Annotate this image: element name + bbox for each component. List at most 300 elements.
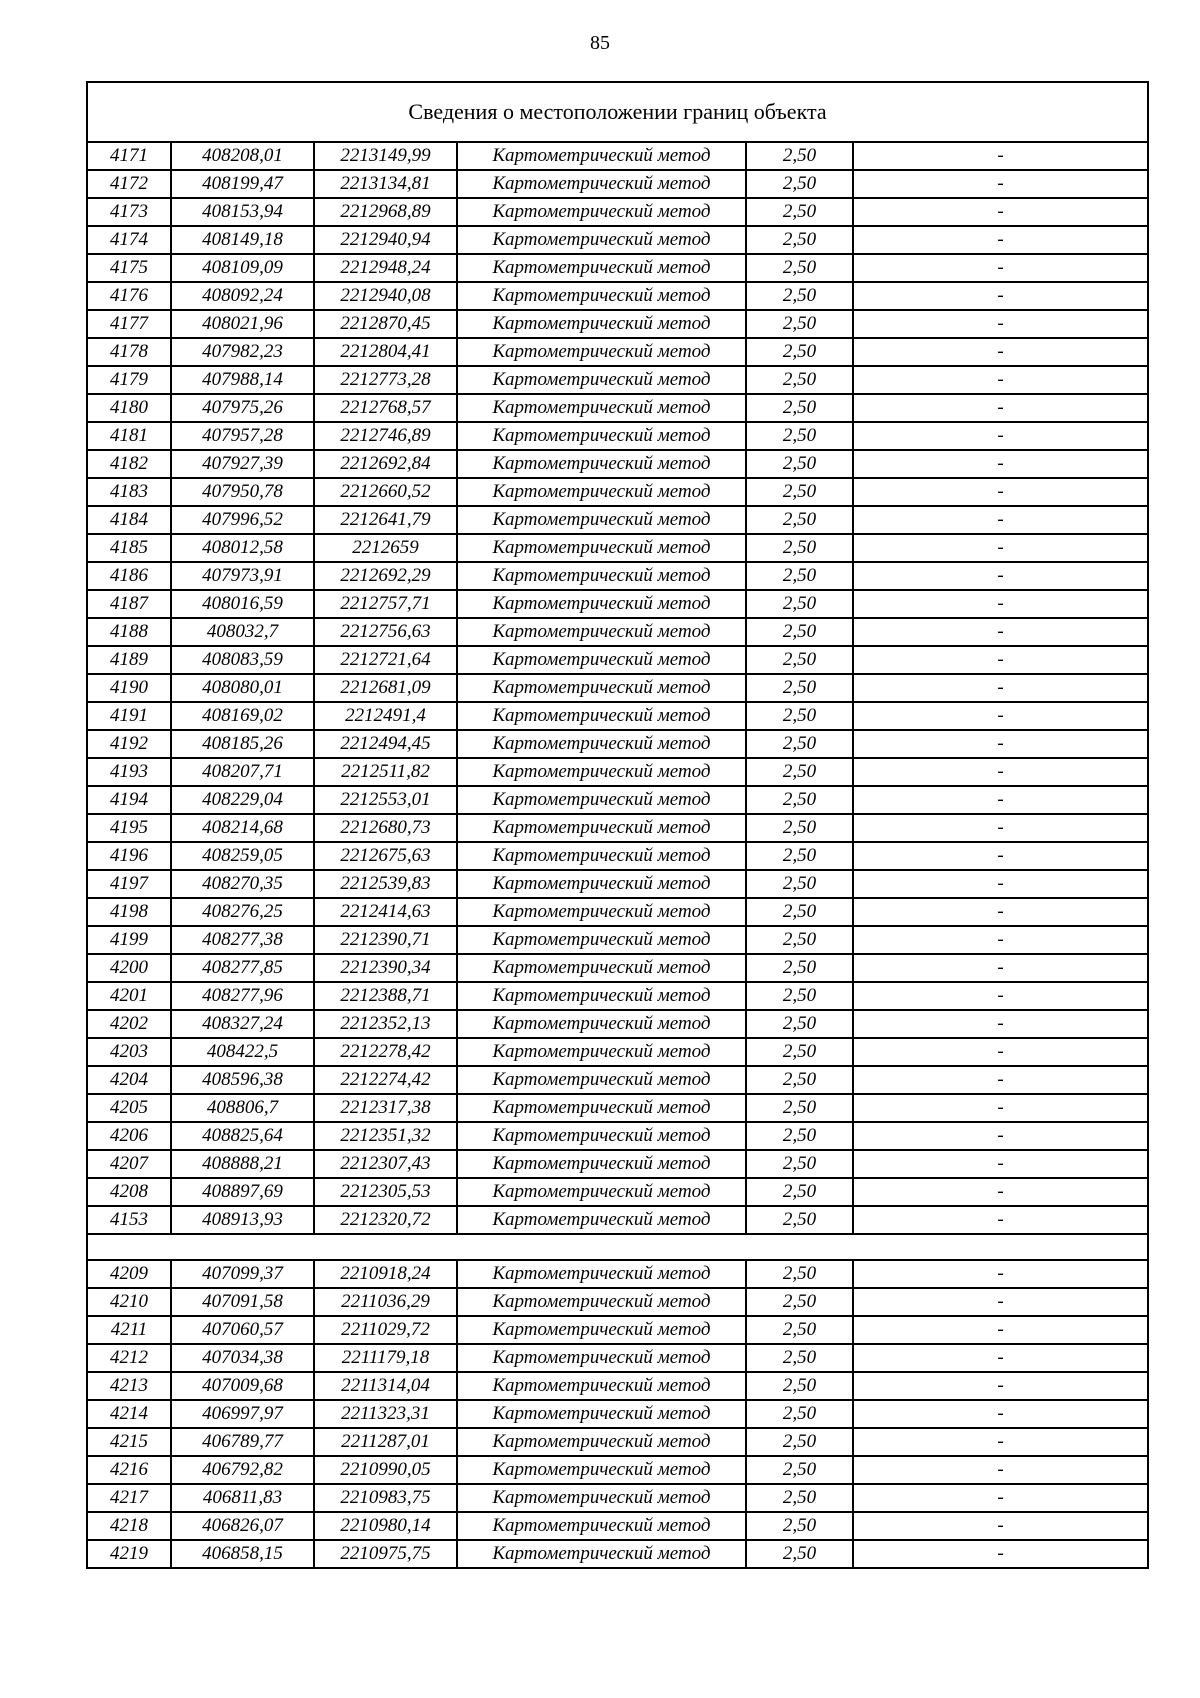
point-number-cell: 4176 bbox=[87, 282, 171, 310]
method-cell: Картометрический метод bbox=[457, 1428, 746, 1456]
point-number-cell: 4209 bbox=[87, 1260, 171, 1288]
table-row bbox=[87, 1400, 1148, 1428]
y-coordinate-cell: 2210975,75 bbox=[314, 1540, 457, 1568]
y-coordinate-cell: 2210980,14 bbox=[314, 1512, 457, 1540]
table-row bbox=[87, 1344, 1148, 1372]
table-row bbox=[87, 226, 1148, 254]
description-cell: - bbox=[853, 1540, 1148, 1568]
y-coordinate-cell: 2212940,08 bbox=[314, 282, 457, 310]
method-cell: Картометрический метод bbox=[457, 786, 746, 814]
accuracy-cell: 2,50 bbox=[746, 310, 853, 338]
point-number-cell: 4179 bbox=[87, 366, 171, 394]
x-coordinate-cell: 408277,38 bbox=[171, 926, 314, 954]
point-number-cell: 4177 bbox=[87, 310, 171, 338]
accuracy-cell: 2,50 bbox=[746, 1540, 853, 1568]
x-coordinate-cell: 408185,26 bbox=[171, 730, 314, 758]
y-coordinate-cell: 2212307,43 bbox=[314, 1150, 457, 1178]
description-cell: - bbox=[853, 1372, 1148, 1400]
table-row bbox=[87, 1038, 1148, 1066]
x-coordinate-cell: 407982,23 bbox=[171, 338, 314, 366]
table-row bbox=[87, 1428, 1148, 1456]
method-cell: Картометрический метод bbox=[457, 506, 746, 534]
description-cell: - bbox=[853, 506, 1148, 534]
description-cell: - bbox=[853, 982, 1148, 1010]
table-row bbox=[87, 394, 1148, 422]
table-row bbox=[87, 842, 1148, 870]
method-cell: Картометрический метод bbox=[457, 310, 746, 338]
table-row bbox=[87, 1540, 1148, 1568]
accuracy-cell: 2,50 bbox=[746, 1094, 853, 1122]
point-number-cell: 4190 bbox=[87, 674, 171, 702]
description-cell: - bbox=[853, 702, 1148, 730]
y-coordinate-cell: 2212757,71 bbox=[314, 590, 457, 618]
x-coordinate-cell: 408913,93 bbox=[171, 1206, 314, 1234]
accuracy-cell: 2,50 bbox=[746, 982, 853, 1010]
point-number-cell: 4205 bbox=[87, 1094, 171, 1122]
table-row bbox=[87, 1206, 1148, 1234]
description-cell: - bbox=[853, 1288, 1148, 1316]
accuracy-cell: 2,50 bbox=[746, 506, 853, 534]
description-cell: - bbox=[853, 1010, 1148, 1038]
method-cell: Картометрический метод bbox=[457, 1178, 746, 1206]
y-coordinate-cell: 2212870,45 bbox=[314, 310, 457, 338]
method-cell: Картометрический метод bbox=[457, 394, 746, 422]
point-number-cell: 4192 bbox=[87, 730, 171, 758]
method-cell: Картометрический метод bbox=[457, 898, 746, 926]
x-coordinate-cell: 408169,02 bbox=[171, 702, 314, 730]
description-cell: - bbox=[853, 1206, 1148, 1234]
table-row bbox=[87, 870, 1148, 898]
accuracy-cell: 2,50 bbox=[746, 590, 853, 618]
description-cell: - bbox=[853, 1400, 1148, 1428]
point-number-cell: 4189 bbox=[87, 646, 171, 674]
x-coordinate-cell: 408012,58 bbox=[171, 534, 314, 562]
accuracy-cell: 2,50 bbox=[746, 1288, 853, 1316]
x-coordinate-cell: 407009,68 bbox=[171, 1372, 314, 1400]
y-coordinate-cell: 2212390,34 bbox=[314, 954, 457, 982]
x-coordinate-cell: 408825,64 bbox=[171, 1122, 314, 1150]
method-cell: Картометрический метод bbox=[457, 1316, 746, 1344]
point-number-cell: 4198 bbox=[87, 898, 171, 926]
y-coordinate-cell: 2212968,89 bbox=[314, 198, 457, 226]
method-cell: Картометрический метод bbox=[457, 226, 746, 254]
boundary-coordinates-table bbox=[86, 81, 1149, 1569]
group-separator-cell bbox=[87, 1234, 1148, 1260]
description-cell: - bbox=[853, 226, 1148, 254]
x-coordinate-cell: 406811,83 bbox=[171, 1484, 314, 1512]
method-cell: Картометрический метод bbox=[457, 422, 746, 450]
method-cell: Картометрический метод bbox=[457, 1512, 746, 1540]
point-number-cell: 4213 bbox=[87, 1372, 171, 1400]
accuracy-cell: 2,50 bbox=[746, 674, 853, 702]
description-cell: - bbox=[853, 898, 1148, 926]
table-row bbox=[87, 730, 1148, 758]
method-cell: Картометрический метод bbox=[457, 1206, 746, 1234]
point-number-cell: 4218 bbox=[87, 1512, 171, 1540]
y-coordinate-cell: 2212746,89 bbox=[314, 422, 457, 450]
x-coordinate-cell: 407060,57 bbox=[171, 1316, 314, 1344]
description-cell: - bbox=[853, 422, 1148, 450]
accuracy-cell: 2,50 bbox=[746, 1066, 853, 1094]
method-cell: Картометрический метод bbox=[457, 1372, 746, 1400]
accuracy-cell: 2,50 bbox=[746, 142, 853, 170]
method-cell: Картометрический метод bbox=[457, 254, 746, 282]
x-coordinate-cell: 408153,94 bbox=[171, 198, 314, 226]
point-number-cell: 4201 bbox=[87, 982, 171, 1010]
point-number-cell: 4216 bbox=[87, 1456, 171, 1484]
x-coordinate-cell: 408149,18 bbox=[171, 226, 314, 254]
x-coordinate-cell: 407099,37 bbox=[171, 1260, 314, 1288]
description-cell: - bbox=[853, 142, 1148, 170]
accuracy-cell: 2,50 bbox=[746, 394, 853, 422]
x-coordinate-cell: 406858,15 bbox=[171, 1540, 314, 1568]
accuracy-cell: 2,50 bbox=[746, 870, 853, 898]
x-coordinate-cell: 408277,96 bbox=[171, 982, 314, 1010]
y-coordinate-cell: 2212305,53 bbox=[314, 1178, 457, 1206]
point-number-cell: 4217 bbox=[87, 1484, 171, 1512]
x-coordinate-cell: 408199,47 bbox=[171, 170, 314, 198]
method-cell: Картометрический метод bbox=[457, 282, 746, 310]
point-number-cell: 4172 bbox=[87, 170, 171, 198]
table-row bbox=[87, 1456, 1148, 1484]
accuracy-cell: 2,50 bbox=[746, 1122, 853, 1150]
point-number-cell: 4178 bbox=[87, 338, 171, 366]
y-coordinate-cell: 2212278,42 bbox=[314, 1038, 457, 1066]
method-cell: Картометрический метод bbox=[457, 1038, 746, 1066]
point-number-cell: 4188 bbox=[87, 618, 171, 646]
point-number-cell: 4215 bbox=[87, 1428, 171, 1456]
accuracy-cell: 2,50 bbox=[746, 562, 853, 590]
description-cell: - bbox=[853, 1122, 1148, 1150]
table-row bbox=[87, 1094, 1148, 1122]
y-coordinate-cell: 2212511,82 bbox=[314, 758, 457, 786]
page-number: 85 bbox=[590, 32, 610, 54]
table-row bbox=[87, 142, 1148, 170]
description-cell: - bbox=[853, 198, 1148, 226]
accuracy-cell: 2,50 bbox=[746, 1400, 853, 1428]
y-coordinate-cell: 2212773,28 bbox=[314, 366, 457, 394]
x-coordinate-cell: 407091,58 bbox=[171, 1288, 314, 1316]
x-coordinate-cell: 408080,01 bbox=[171, 674, 314, 702]
table-row bbox=[87, 1316, 1148, 1344]
method-cell: Картометрический метод bbox=[457, 618, 746, 646]
point-number-cell: 4203 bbox=[87, 1038, 171, 1066]
accuracy-cell: 2,50 bbox=[746, 1456, 853, 1484]
description-cell: - bbox=[853, 562, 1148, 590]
y-coordinate-cell: 2211179,18 bbox=[314, 1344, 457, 1372]
x-coordinate-cell: 407973,91 bbox=[171, 562, 314, 590]
method-cell: Картометрический метод bbox=[457, 870, 746, 898]
table-row bbox=[87, 506, 1148, 534]
table-row bbox=[87, 534, 1148, 562]
accuracy-cell: 2,50 bbox=[746, 170, 853, 198]
method-cell: Картометрический метод bbox=[457, 926, 746, 954]
table-row bbox=[87, 1066, 1148, 1094]
accuracy-cell: 2,50 bbox=[746, 618, 853, 646]
method-cell: Картометрический метод bbox=[457, 142, 746, 170]
description-cell: - bbox=[853, 842, 1148, 870]
point-number-cell: 4197 bbox=[87, 870, 171, 898]
y-coordinate-cell: 2212660,52 bbox=[314, 478, 457, 506]
description-cell: - bbox=[853, 786, 1148, 814]
table-row bbox=[87, 478, 1148, 506]
x-coordinate-cell: 408016,59 bbox=[171, 590, 314, 618]
description-cell: - bbox=[853, 1038, 1148, 1066]
table-row bbox=[87, 1484, 1148, 1512]
table-row bbox=[87, 562, 1148, 590]
table-row bbox=[87, 982, 1148, 1010]
description-cell: - bbox=[853, 450, 1148, 478]
table-row bbox=[87, 646, 1148, 674]
description-cell: - bbox=[853, 1066, 1148, 1094]
y-coordinate-cell: 2212756,63 bbox=[314, 618, 457, 646]
x-coordinate-cell: 406789,77 bbox=[171, 1428, 314, 1456]
y-coordinate-cell: 2211314,04 bbox=[314, 1372, 457, 1400]
table-row bbox=[87, 282, 1148, 310]
y-coordinate-cell: 2212388,71 bbox=[314, 982, 457, 1010]
y-coordinate-cell: 2211036,29 bbox=[314, 1288, 457, 1316]
table-row bbox=[87, 310, 1148, 338]
table-row bbox=[87, 674, 1148, 702]
description-cell: - bbox=[853, 366, 1148, 394]
description-cell: - bbox=[853, 478, 1148, 506]
table-row bbox=[87, 702, 1148, 730]
point-number-cell: 4200 bbox=[87, 954, 171, 982]
method-cell: Картометрический метод bbox=[457, 1122, 746, 1150]
point-number-cell: 4184 bbox=[87, 506, 171, 534]
table-row bbox=[87, 786, 1148, 814]
method-cell: Картометрический метод bbox=[457, 674, 746, 702]
method-cell: Картометрический метод bbox=[457, 814, 746, 842]
point-number-cell: 4204 bbox=[87, 1066, 171, 1094]
table-row bbox=[87, 590, 1148, 618]
accuracy-cell: 2,50 bbox=[746, 730, 853, 758]
y-coordinate-cell: 2212320,72 bbox=[314, 1206, 457, 1234]
table-row bbox=[87, 422, 1148, 450]
x-coordinate-cell: 408083,59 bbox=[171, 646, 314, 674]
description-cell: - bbox=[853, 1150, 1148, 1178]
x-coordinate-cell: 408208,01 bbox=[171, 142, 314, 170]
accuracy-cell: 2,50 bbox=[746, 954, 853, 982]
table-row bbox=[87, 898, 1148, 926]
method-cell: Картометрический метод bbox=[457, 1400, 746, 1428]
method-cell: Картометрический метод bbox=[457, 1010, 746, 1038]
point-number-cell: 4186 bbox=[87, 562, 171, 590]
y-coordinate-cell: 2212553,01 bbox=[314, 786, 457, 814]
accuracy-cell: 2,50 bbox=[746, 842, 853, 870]
x-coordinate-cell: 408270,35 bbox=[171, 870, 314, 898]
point-number-cell: 4183 bbox=[87, 478, 171, 506]
table-row bbox=[87, 1122, 1148, 1150]
method-cell: Картометрический метод bbox=[457, 478, 746, 506]
point-number-cell: 4153 bbox=[87, 1206, 171, 1234]
method-cell: Картометрический метод bbox=[457, 562, 746, 590]
y-coordinate-cell: 2212494,45 bbox=[314, 730, 457, 758]
y-coordinate-cell: 2212948,24 bbox=[314, 254, 457, 282]
method-cell: Картометрический метод bbox=[457, 198, 746, 226]
accuracy-cell: 2,50 bbox=[746, 786, 853, 814]
x-coordinate-cell: 408327,24 bbox=[171, 1010, 314, 1038]
point-number-cell: 4171 bbox=[87, 142, 171, 170]
description-cell: - bbox=[853, 254, 1148, 282]
table-row bbox=[87, 198, 1148, 226]
x-coordinate-cell: 407957,28 bbox=[171, 422, 314, 450]
x-coordinate-cell: 407975,26 bbox=[171, 394, 314, 422]
method-cell: Картометрический метод bbox=[457, 1540, 746, 1568]
description-cell: - bbox=[853, 618, 1148, 646]
accuracy-cell: 2,50 bbox=[746, 1316, 853, 1344]
method-cell: Картометрический метод bbox=[457, 758, 746, 786]
accuracy-cell: 2,50 bbox=[746, 1206, 853, 1234]
description-cell: - bbox=[853, 730, 1148, 758]
table-row bbox=[87, 618, 1148, 646]
y-coordinate-cell: 2212641,79 bbox=[314, 506, 457, 534]
y-coordinate-cell: 2212317,38 bbox=[314, 1094, 457, 1122]
table-row bbox=[87, 926, 1148, 954]
point-number-cell: 4208 bbox=[87, 1178, 171, 1206]
x-coordinate-cell: 408109,09 bbox=[171, 254, 314, 282]
x-coordinate-cell: 407996,52 bbox=[171, 506, 314, 534]
accuracy-cell: 2,50 bbox=[746, 534, 853, 562]
accuracy-cell: 2,50 bbox=[746, 898, 853, 926]
x-coordinate-cell: 408092,24 bbox=[171, 282, 314, 310]
accuracy-cell: 2,50 bbox=[746, 646, 853, 674]
method-cell: Картометрический метод bbox=[457, 1094, 746, 1122]
accuracy-cell: 2,50 bbox=[746, 366, 853, 394]
x-coordinate-cell: 408596,38 bbox=[171, 1066, 314, 1094]
table-row bbox=[87, 814, 1148, 842]
description-cell: - bbox=[853, 674, 1148, 702]
y-coordinate-cell: 2212351,32 bbox=[314, 1122, 457, 1150]
accuracy-cell: 2,50 bbox=[746, 1512, 853, 1540]
y-coordinate-cell: 2211323,31 bbox=[314, 1400, 457, 1428]
description-cell: - bbox=[853, 1512, 1148, 1540]
point-number-cell: 4214 bbox=[87, 1400, 171, 1428]
method-cell: Картометрический метод bbox=[457, 730, 746, 758]
description-cell: - bbox=[853, 1456, 1148, 1484]
table-row bbox=[87, 338, 1148, 366]
y-coordinate-cell: 2212414,63 bbox=[314, 898, 457, 926]
accuracy-cell: 2,50 bbox=[746, 338, 853, 366]
method-cell: Картометрический метод bbox=[457, 954, 746, 982]
table-title: Сведения о местоположении границ объекта bbox=[87, 82, 1148, 142]
description-cell: - bbox=[853, 954, 1148, 982]
table-row bbox=[87, 450, 1148, 478]
point-number-cell: 4185 bbox=[87, 534, 171, 562]
accuracy-cell: 2,50 bbox=[746, 814, 853, 842]
y-coordinate-cell: 2211287,01 bbox=[314, 1428, 457, 1456]
point-number-cell: 4181 bbox=[87, 422, 171, 450]
point-number-cell: 4195 bbox=[87, 814, 171, 842]
description-cell: - bbox=[853, 1484, 1148, 1512]
x-coordinate-cell: 406826,07 bbox=[171, 1512, 314, 1540]
point-number-cell: 4196 bbox=[87, 842, 171, 870]
y-coordinate-cell: 2210918,24 bbox=[314, 1260, 457, 1288]
method-cell: Картометрический метод bbox=[457, 1260, 746, 1288]
y-coordinate-cell: 2212675,63 bbox=[314, 842, 457, 870]
table-row bbox=[87, 1260, 1148, 1288]
description-cell: - bbox=[853, 1316, 1148, 1344]
x-coordinate-cell: 408888,21 bbox=[171, 1150, 314, 1178]
point-number-cell: 4194 bbox=[87, 786, 171, 814]
y-coordinate-cell: 2212940,94 bbox=[314, 226, 457, 254]
y-coordinate-cell: 2213149,99 bbox=[314, 142, 457, 170]
y-coordinate-cell: 2212680,73 bbox=[314, 814, 457, 842]
accuracy-cell: 2,50 bbox=[746, 282, 853, 310]
table-row bbox=[87, 254, 1148, 282]
point-number-cell: 4191 bbox=[87, 702, 171, 730]
accuracy-cell: 2,50 bbox=[746, 1428, 853, 1456]
x-coordinate-cell: 408276,25 bbox=[171, 898, 314, 926]
x-coordinate-cell: 407927,39 bbox=[171, 450, 314, 478]
method-cell: Картометрический метод bbox=[457, 1344, 746, 1372]
description-cell: - bbox=[853, 1344, 1148, 1372]
y-coordinate-cell: 2212352,13 bbox=[314, 1010, 457, 1038]
description-cell: - bbox=[853, 1260, 1148, 1288]
table-row bbox=[87, 1178, 1148, 1206]
y-coordinate-cell: 2212692,29 bbox=[314, 562, 457, 590]
point-number-cell: 4211 bbox=[87, 1316, 171, 1344]
x-coordinate-cell: 407034,38 bbox=[171, 1344, 314, 1372]
method-cell: Картометрический метод bbox=[457, 1456, 746, 1484]
x-coordinate-cell: 407988,14 bbox=[171, 366, 314, 394]
description-cell: - bbox=[853, 870, 1148, 898]
description-cell: - bbox=[853, 282, 1148, 310]
accuracy-cell: 2,50 bbox=[746, 478, 853, 506]
accuracy-cell: 2,50 bbox=[746, 926, 853, 954]
x-coordinate-cell: 408021,96 bbox=[171, 310, 314, 338]
x-coordinate-cell: 407950,78 bbox=[171, 478, 314, 506]
method-cell: Картометрический метод bbox=[457, 1484, 746, 1512]
table-row bbox=[87, 1010, 1148, 1038]
table-row bbox=[87, 366, 1148, 394]
accuracy-cell: 2,50 bbox=[746, 702, 853, 730]
y-coordinate-cell: 2212274,42 bbox=[314, 1066, 457, 1094]
group-separator-row bbox=[87, 1234, 1148, 1260]
table-row bbox=[87, 954, 1148, 982]
description-cell: - bbox=[853, 814, 1148, 842]
y-coordinate-cell: 2210990,05 bbox=[314, 1456, 457, 1484]
table-row bbox=[87, 1288, 1148, 1316]
point-number-cell: 4206 bbox=[87, 1122, 171, 1150]
point-number-cell: 4193 bbox=[87, 758, 171, 786]
description-cell: - bbox=[853, 394, 1148, 422]
method-cell: Картометрический метод bbox=[457, 366, 746, 394]
method-cell: Картометрический метод bbox=[457, 702, 746, 730]
method-cell: Картометрический метод bbox=[457, 982, 746, 1010]
y-coordinate-cell: 2212692,84 bbox=[314, 450, 457, 478]
method-cell: Картометрический метод bbox=[457, 590, 746, 618]
point-number-cell: 4210 bbox=[87, 1288, 171, 1316]
accuracy-cell: 2,50 bbox=[746, 1178, 853, 1206]
accuracy-cell: 2,50 bbox=[746, 758, 853, 786]
point-number-cell: 4212 bbox=[87, 1344, 171, 1372]
description-cell: - bbox=[853, 590, 1148, 618]
description-cell: - bbox=[853, 338, 1148, 366]
accuracy-cell: 2,50 bbox=[746, 254, 853, 282]
point-number-cell: 4202 bbox=[87, 1010, 171, 1038]
table-row bbox=[87, 758, 1148, 786]
accuracy-cell: 2,50 bbox=[746, 1344, 853, 1372]
y-coordinate-cell: 2211029,72 bbox=[314, 1316, 457, 1344]
x-coordinate-cell: 408422,5 bbox=[171, 1038, 314, 1066]
y-coordinate-cell: 2212681,09 bbox=[314, 674, 457, 702]
accuracy-cell: 2,50 bbox=[746, 1150, 853, 1178]
method-cell: Картометрический метод bbox=[457, 170, 746, 198]
table-header-row bbox=[87, 82, 1148, 142]
point-number-cell: 4207 bbox=[87, 1150, 171, 1178]
accuracy-cell: 2,50 bbox=[746, 198, 853, 226]
